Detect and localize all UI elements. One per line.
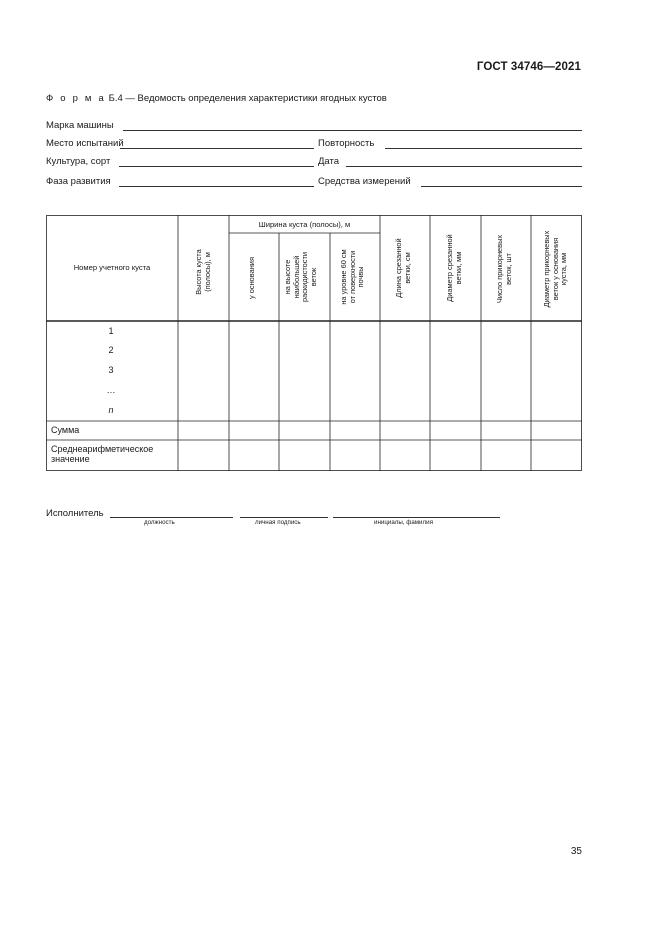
form-title-text: Б.4 — Ведомость определения характеристики ягодных кустов [108, 93, 387, 104]
page-number: 35 [570, 846, 582, 857]
form-title [46, 93, 387, 104]
repetition-label: Повторность [318, 138, 375, 149]
header-cut-branch-diameter: Диаметр срезанной ветки, мм [445, 234, 463, 302]
date-label: Дата [318, 156, 340, 167]
document-standard-number: ГОСТ 34746—2021 [476, 61, 581, 73]
bush-characteristics-table [46, 215, 582, 471]
row-number-ellipsis: … [106, 385, 116, 395]
measuring-tools-label: Средства измерений [318, 176, 411, 187]
date-line[interactable] [346, 166, 582, 167]
crop-variety-label: Культура, сорт [46, 156, 111, 167]
row-number-2: 2 [108, 345, 114, 355]
form-title-prefix: Ф о р м а [46, 93, 106, 104]
mean-row-label: Среднеарифметическое значение [51, 444, 154, 464]
row-number-3: 3 [108, 365, 114, 375]
header-width-max-spread: на высоте наибольшей раскидистости веток [283, 251, 318, 303]
repetition-line[interactable] [385, 148, 582, 149]
growth-phase-label: Фаза развития [46, 176, 111, 187]
header-bush-number: Номер учетного куста [73, 263, 151, 272]
machine-brand-line[interactable] [123, 130, 582, 131]
header-width-base: у основания [247, 257, 256, 299]
test-site-line[interactable] [120, 148, 314, 149]
sum-row-label: Сумма [51, 425, 80, 435]
position-line[interactable] [110, 517, 233, 518]
position-caption: должность [144, 519, 175, 526]
growth-phase-line[interactable] [119, 186, 314, 187]
signature-caption: личная подпись [255, 519, 301, 526]
row-number-1: 1 [108, 326, 114, 336]
crop-variety-line[interactable] [119, 166, 314, 167]
machine-brand-label: Марка машины [46, 120, 114, 131]
header-root-shoots-count: Число прикорневых веток, шт [495, 234, 513, 304]
header-bush-width-group: Ширина куста (полосы), м [258, 220, 351, 229]
header-bush-height: Высота куста (полосы), м [194, 249, 212, 295]
measuring-tools-line[interactable] [421, 186, 582, 187]
executor-label: Исполнитель [46, 508, 104, 519]
name-caption: инициалы, фамилия [374, 519, 433, 526]
header-width-60cm: на уровне 60 см от поверхности почвы [339, 249, 366, 305]
name-line[interactable] [333, 517, 500, 518]
header-root-shoots-diameter: Диаметр прикорневых веток у основания куста, мм [542, 230, 569, 308]
signature-line[interactable] [240, 517, 328, 518]
row-number-n: n [108, 405, 114, 415]
test-site-label: Место испытаний [46, 138, 124, 149]
header-cut-branch-length: Длина срезанной ветки, см [394, 238, 412, 298]
